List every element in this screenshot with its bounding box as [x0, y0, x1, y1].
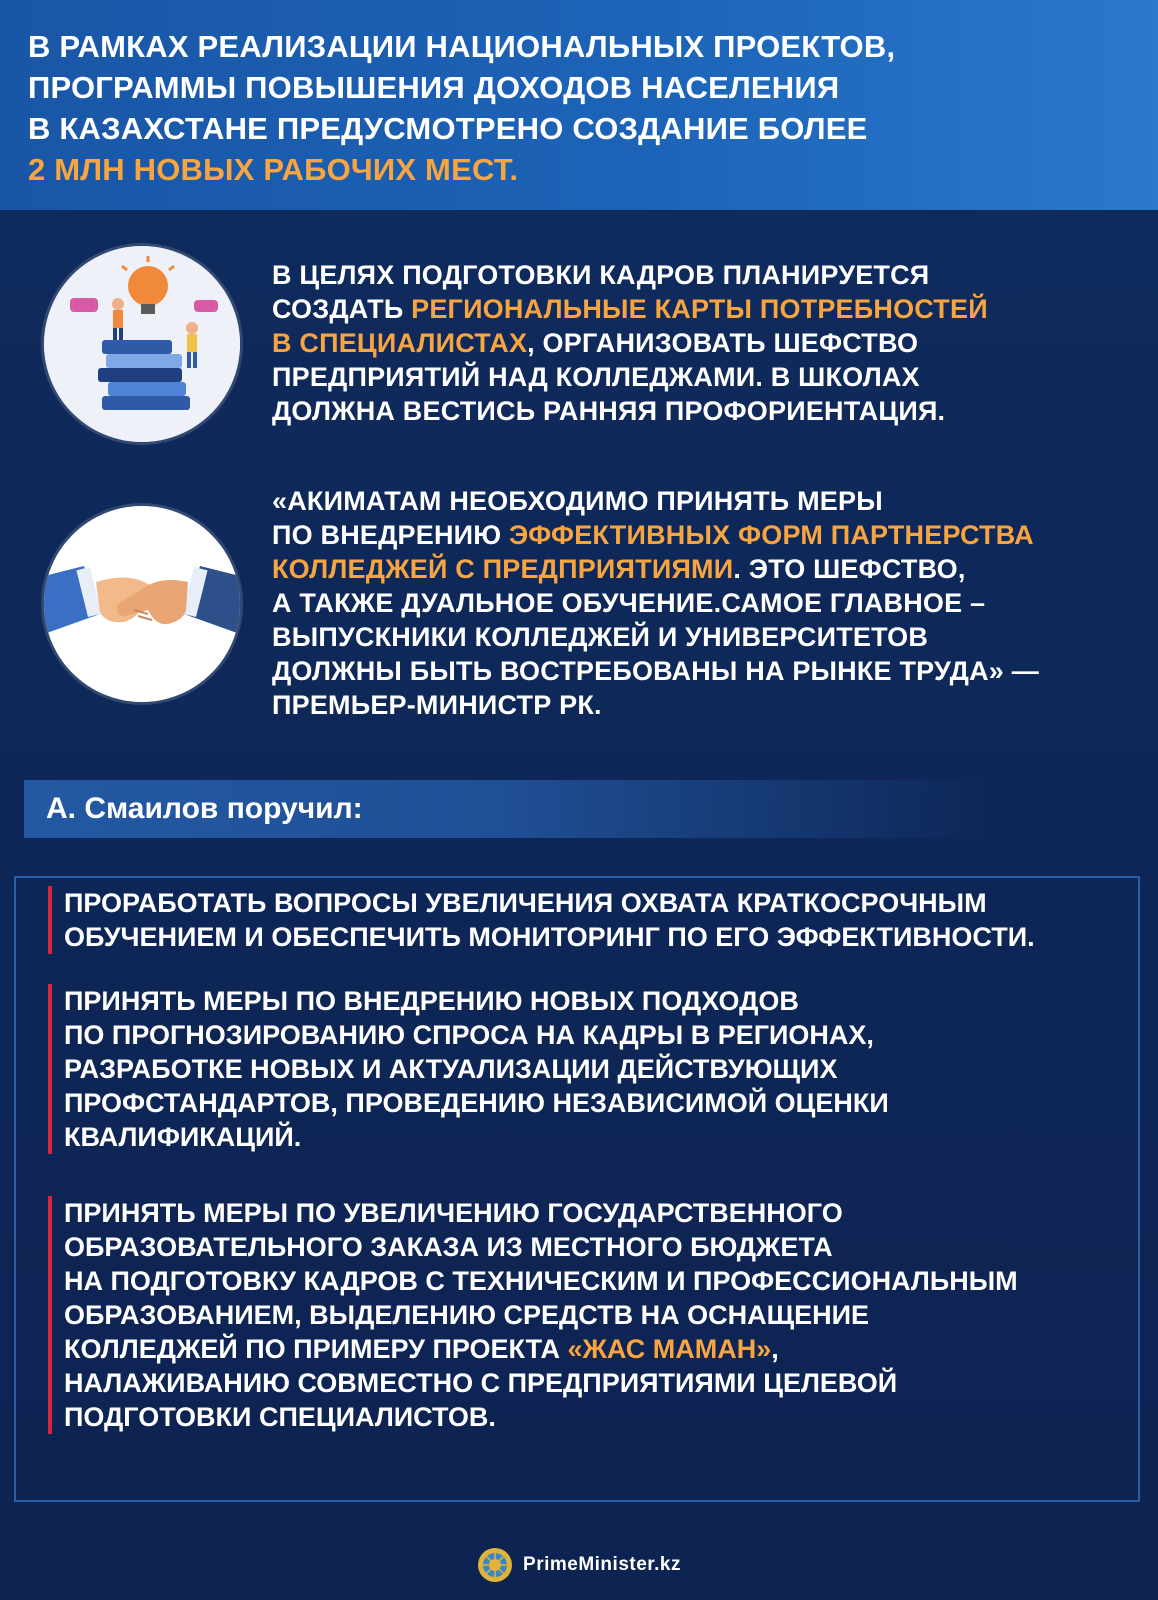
highlight-text: В СПЕЦИАЛИСТАХ: [272, 328, 528, 358]
text-line: ПРОРАБОТАТЬ ВОПРОСЫ УВЕЛИЧЕНИЯ ОХВАТА КРАТКОСРОЧНЫМ: [64, 888, 987, 918]
header-line: ПРОГРАММЫ ПОВЫШЕНИЯ ДОХОДОВ НАСЕЛЕНИЯ: [28, 70, 840, 105]
text-line: ПРЕМЬЕР-МИНИСТР РК.: [272, 690, 602, 720]
text-block-training: [272, 258, 988, 428]
text-line: ОБРАЗОВАТЕЛЬНОГО ЗАКАЗА ИЗ МЕСТНОГО БЮДЖЕТА: [64, 1232, 833, 1262]
text-fragment: ПО ВНЕДРЕНИЮ: [272, 520, 510, 550]
assignment-heading: А. Смаилов поручил:: [46, 792, 363, 825]
header-line: В РАМКАХ РЕАЛИЗАЦИИ НАЦИОНАЛЬНЫХ ПРОЕКТОВ,: [28, 29, 896, 64]
assignment-heading-band: [24, 780, 984, 838]
text-line: [272, 552, 1039, 586]
header-title: [28, 26, 895, 190]
highlight-text: РЕГИОНАЛЬНЫЕ КАРТЫ ПОТРЕБНОСТЕЙ: [411, 294, 988, 324]
footer: [0, 1540, 1158, 1590]
task-item: [48, 984, 889, 1154]
text-line: ПО ПРОГНОЗИРОВАНИЮ СПРОСА НА КАДРЫ В РЕГИОНАХ,: [64, 1020, 874, 1050]
text-line: ПРИНЯТЬ МЕРЫ ПО ВНЕДРЕНИЮ НОВЫХ ПОДХОДОВ: [64, 986, 799, 1016]
text-line: [272, 292, 988, 326]
text-line: НА ПОДГОТОВКУ КАДРОВ С ТЕХНИЧЕСКИМ И ПРОФЕССИОНАЛЬНЫМ: [64, 1266, 1018, 1296]
tasks-box: [14, 876, 1140, 1502]
text-line: ПОДГОТОВКИ СПЕЦИАЛИСТОВ.: [64, 1402, 496, 1432]
text-line: [272, 518, 1039, 552]
text-block-quote: [272, 484, 1039, 722]
task-item: [48, 1196, 1018, 1434]
text-fragment: , ОРГАНИЗОВАТЬ ШЕФСТВО: [527, 328, 919, 358]
text-line: ОБРАЗОВАНИЕМ, ВЫДЕЛЕНИЮ СРЕДСТВ НА ОСНАЩЕНИЕ: [64, 1300, 870, 1330]
text-fragment: ,: [771, 1334, 779, 1364]
text-fragment: . ЭТО ШЕФСТВО,: [733, 554, 966, 584]
handshake-icon: [44, 506, 240, 702]
highlight-text: «ЖАС МАМАН»: [567, 1334, 772, 1364]
header-banner: [0, 0, 1158, 210]
highlight-text: КОЛЛЕДЖЕЙ С ПРЕДПРИЯТИЯМИ: [272, 554, 734, 584]
text-line: ОБУЧЕНИЕМ И ОБЕСПЕЧИТЬ МОНИТОРИНГ ПО ЕГО ЭФФЕКТИВНОСТИ.: [64, 922, 1035, 952]
text-line: В ЦЕЛЯХ ПОДГОТОВКИ КАДРОВ ПЛАНИРУЕТСЯ: [272, 260, 930, 290]
text-line: [272, 326, 988, 360]
text-line: НАЛАЖИВАНИЮ СОВМЕСТНО С ПРЕДПРИЯТИЯМИ ЦЕЛЕВОЙ: [64, 1368, 898, 1398]
text-fragment: КОЛЛЕДЖЕЙ ПО ПРИМЕРУ ПРОЕКТА: [64, 1334, 568, 1364]
kazakhstan-emblem-icon: [477, 1547, 513, 1583]
text-line: ПРОФСТАНДАРТОВ, ПРОВЕДЕНИЮ НЕЗАВИСИМОЙ ОЦЕНКИ: [64, 1088, 889, 1118]
header-line: В КАЗАХСТАНЕ ПРЕДУСМОТРЕНО СОЗДАНИЕ БОЛЕЕ: [28, 111, 868, 146]
text-line: ВЫПУСКНИКИ КОЛЛЕДЖЕЙ И УНИВЕРСИТЕТОВ: [272, 622, 929, 652]
text-fragment: СОЗДАТЬ: [272, 294, 412, 324]
highlight-text: ЭФФЕКТИВНЫХ ФОРМ ПАРТНЕРСТВА: [509, 520, 1034, 550]
text-line: ПРЕДПРИЯТИЙ НАД КОЛЛЕДЖАМИ. В ШКОЛАХ: [272, 362, 920, 392]
text-line: [64, 1332, 1018, 1366]
text-line: ДОЛЖНЫ БЫТЬ ВОСТРЕБОВАНЫ НА РЫНКЕ ТРУДА» —: [272, 656, 1039, 686]
text-line: «АКИМАТАМ НЕОБХОДИМО ПРИНЯТЬ МЕРЫ: [272, 486, 883, 516]
text-line: КВАЛИФИКАЦИЙ.: [64, 1122, 302, 1152]
header-highlight: 2 МЛН НОВЫХ РАБОЧИХ МЕСТ.: [28, 152, 519, 187]
text-line: ДОЛЖНА ВЕСТИСЬ РАННЯЯ ПРОФОРИЕНТАЦИЯ.: [272, 396, 946, 426]
site-link[interactable]: PrimeMinister.kz: [523, 1554, 681, 1575]
text-line: А ТАКЖЕ ДУАЛЬНОЕ ОБУЧЕНИЕ.САМОЕ ГЛАВНОЕ –: [272, 588, 986, 618]
text-line: ПРИНЯТЬ МЕРЫ ПО УВЕЛИЧЕНИЮ ГОСУДАРСТВЕННОГО: [64, 1198, 843, 1228]
task-item: [48, 886, 1035, 954]
text-line: РАЗРАБОТКЕ НОВЫХ И АКТУАЛИЗАЦИИ ДЕЙСТВУЮЩИХ: [64, 1054, 838, 1084]
books-lightbulb-people-icon: [44, 246, 240, 442]
